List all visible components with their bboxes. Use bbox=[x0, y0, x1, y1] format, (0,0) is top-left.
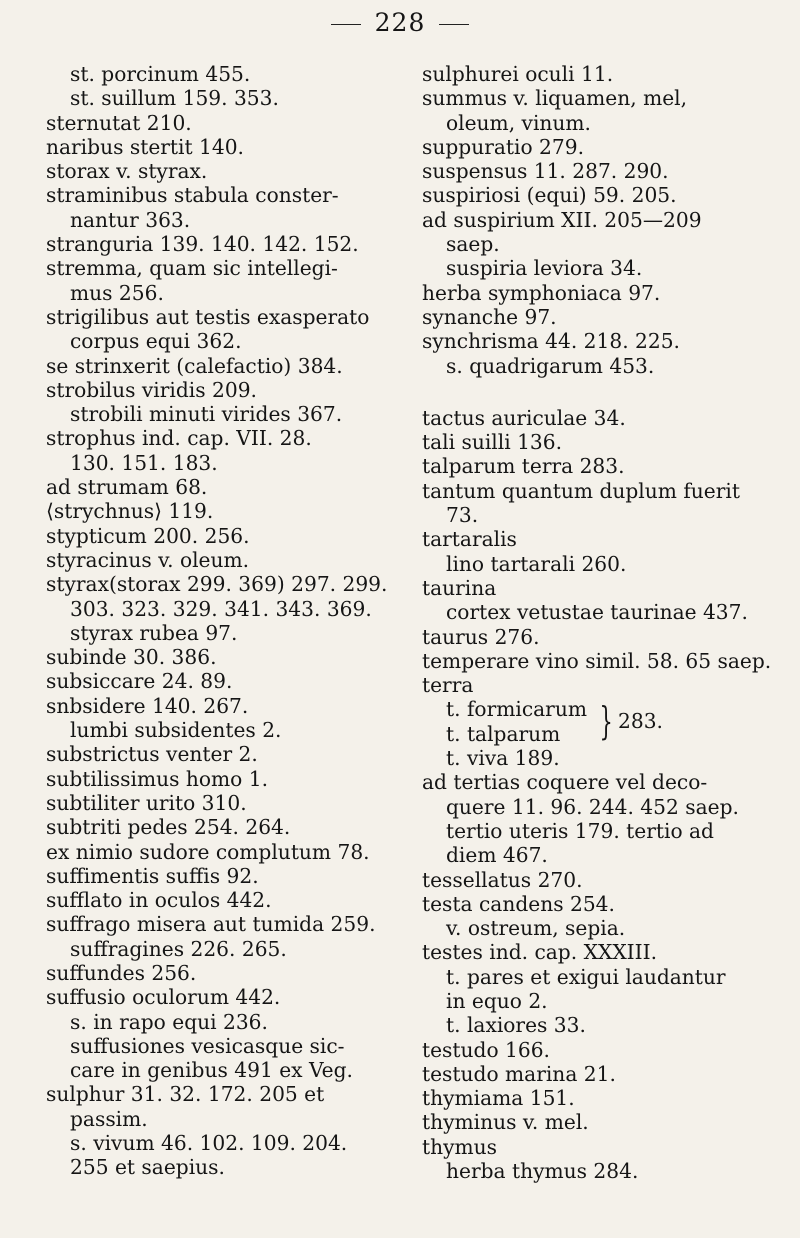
index-entry: strophus ind. cap. VII. 28. bbox=[46, 426, 312, 451]
index-entry: diem 467. bbox=[446, 843, 548, 868]
index-entry: suffimentis suffis 92. bbox=[46, 863, 259, 888]
index-entry: styrax(storax 299. 369) 297. 299. bbox=[46, 572, 388, 597]
index-entry: s. quadrigarum 453. bbox=[446, 353, 655, 378]
index-entry: tertio uteris 179. tertio ad bbox=[446, 818, 714, 843]
index-entry: 255 et saepius. bbox=[70, 1155, 225, 1180]
index-entry: suffundes 256. bbox=[46, 960, 197, 985]
index-entry: in equo 2. bbox=[446, 988, 548, 1013]
index-entry: snbsidere 140. 267. bbox=[46, 693, 249, 718]
index-entry: strigilibus aut testis exasperato bbox=[46, 304, 370, 329]
right-column bbox=[422, 62, 772, 1184]
index-entry: testudo 166. bbox=[422, 1037, 550, 1062]
index-entry: stypticum 200. 256. bbox=[46, 523, 250, 548]
index-entry: t. viva 189. bbox=[446, 746, 560, 771]
index-entry: st. suillum 159. 353. bbox=[70, 86, 279, 111]
index-entry: tessellatus 270. bbox=[422, 867, 583, 892]
index-entry: ad strumam 68. bbox=[46, 475, 208, 500]
index-entry: suppuratio 279. bbox=[422, 134, 584, 159]
header-dash-right bbox=[439, 24, 469, 25]
index-entry: ⟨strychnus⟩ 119. bbox=[46, 499, 214, 524]
index-entry: suspensus 11. 287. 290. bbox=[422, 159, 669, 184]
index-entry: straminibus stabula conster- bbox=[46, 183, 339, 208]
index-entry: subinde 30. 386. bbox=[46, 645, 217, 670]
index-entry: passim. bbox=[70, 1106, 148, 1131]
index-entry: taurina bbox=[422, 575, 497, 600]
index-entry: saep. bbox=[446, 232, 500, 257]
index-entry: suffrago misera aut tumida 259. bbox=[46, 912, 376, 937]
index-entry: thymiama 151. bbox=[422, 1086, 575, 1111]
index-entry: herba symphoniaca 97. bbox=[422, 280, 661, 305]
grouping-brace: } bbox=[599, 699, 613, 744]
index-entry: strobilus viridis 209. bbox=[46, 377, 257, 402]
index-entry: quere 11. 96. 244. 452 saep. bbox=[446, 794, 739, 819]
index-entry: sulphurei oculi 11. bbox=[422, 62, 614, 86]
index-entry: sulphur 31. 32. 172. 205 et bbox=[46, 1082, 325, 1107]
index-entry: tantum quantum duplum fuerit bbox=[422, 478, 740, 503]
index-entry: thymus bbox=[422, 1134, 498, 1159]
index-entry: testes ind. cap. XXXIII. bbox=[422, 940, 658, 965]
index-entry: ad tertias coquere vel deco- bbox=[422, 770, 708, 795]
index-entry: sufflato in oculos 442. bbox=[46, 888, 272, 913]
index-entry: testa candens 254. bbox=[422, 891, 615, 916]
index-entry: subtriti pedes 254. 264. bbox=[46, 815, 291, 840]
index-entry: synanche 97. bbox=[422, 304, 557, 329]
page-number: 228 bbox=[374, 8, 426, 37]
header-dash-left bbox=[331, 24, 361, 25]
index-entry: s. vivum 46. 102. 109. 204. bbox=[70, 1131, 348, 1156]
index-entry: herba thymus 284. bbox=[446, 1159, 639, 1184]
index-entry: care in genibus 491 ex Veg. bbox=[70, 1058, 353, 1083]
index-entry: corpus equi 362. bbox=[70, 329, 242, 354]
index-entry: subtiliter urito 310. bbox=[46, 790, 247, 815]
index-entry: synchrisma 44. 218. 225. bbox=[422, 329, 680, 354]
index-entry: summus v. liquamen, mel, bbox=[422, 86, 688, 111]
index-entry: lumbi subsidentes 2. bbox=[70, 718, 282, 743]
index-entry: ex nimio sudore complutum 78. bbox=[46, 839, 370, 864]
index-entry: talparum terra 283. bbox=[422, 454, 625, 479]
index-entry: ad suspirium XII. 205—209 bbox=[422, 207, 702, 232]
section-gap bbox=[422, 378, 762, 406]
index-entry: v. ostreum, sepia. bbox=[446, 916, 626, 941]
index-entry: lino tartarali 260. bbox=[446, 551, 627, 576]
index-entry: stremma, quam sic intellegi- bbox=[46, 256, 338, 281]
index-entry: naribus stertit 140. bbox=[46, 134, 244, 159]
index-entry: substrictus venter 2. bbox=[46, 742, 258, 767]
index-entry: mus 256. bbox=[70, 280, 164, 305]
index-entry: oleum, vinum. bbox=[446, 110, 591, 135]
index-entry: 303. 323. 329. 341. 343. 369. bbox=[70, 596, 372, 621]
index-entry: temperare vino simil. 58. 65 saep. bbox=[422, 648, 772, 673]
index-entry: st. porcinum 455. bbox=[70, 62, 251, 86]
index-entry: strobili minuti virides 367. bbox=[70, 402, 343, 427]
index-entry: suspiriosi (equi) 59. 205. bbox=[422, 183, 677, 208]
index-entry: se strinxerit (calefactio) 384. bbox=[46, 353, 343, 378]
index-entry: testudo marina 21. bbox=[422, 1061, 616, 1086]
index-entry: subtilissimus homo 1. bbox=[46, 766, 268, 791]
index-entry: suffragines 226. 265. bbox=[70, 936, 287, 961]
index-entry: styrax rubea 97. bbox=[70, 620, 238, 645]
index-entry: thyminus v. mel. bbox=[422, 1110, 589, 1135]
index-entry: subsiccare 24. 89. bbox=[46, 669, 233, 694]
index-entry: tactus auriculae 34. bbox=[422, 405, 626, 430]
index-entry: 130. 151. 183. bbox=[70, 450, 218, 475]
index-entry: s. in rapo equi 236. bbox=[70, 1009, 268, 1034]
index-entry: nantur 363. bbox=[70, 207, 191, 232]
index-entry: stranguria 139. 140. 142. 152. bbox=[46, 232, 359, 257]
page-header bbox=[0, 8, 800, 37]
index-entry: cortex vetustae taurinae 437. bbox=[446, 600, 748, 625]
index-entry: 73. bbox=[446, 503, 479, 528]
left-column bbox=[46, 62, 388, 1180]
index-entry: t. formicarum } 283. bbox=[446, 697, 663, 744]
index-entry: tartaralis bbox=[422, 527, 517, 552]
index-entry: suffusiones vesicasque sic- bbox=[70, 1033, 345, 1058]
index-entry: t. talparum bbox=[446, 721, 561, 746]
index-entry: t. pares et exigui laudantur bbox=[446, 964, 726, 989]
brace-number: 283. bbox=[618, 709, 663, 734]
index-entry: sternutat 210. bbox=[46, 110, 192, 135]
index-entry: terra bbox=[422, 673, 474, 698]
index-entry: t. laxiores 33. bbox=[446, 1013, 586, 1038]
index-entry: storax v. styrax. bbox=[46, 159, 208, 184]
index-entry: styracinus v. oleum. bbox=[46, 547, 250, 572]
index-entry: suspiria leviora 34. bbox=[446, 256, 643, 281]
index-entry: tali suilli 136. bbox=[422, 430, 563, 455]
index-entry: taurus 276. bbox=[422, 624, 540, 649]
index-entry: suffusio oculorum 442. bbox=[46, 985, 281, 1010]
